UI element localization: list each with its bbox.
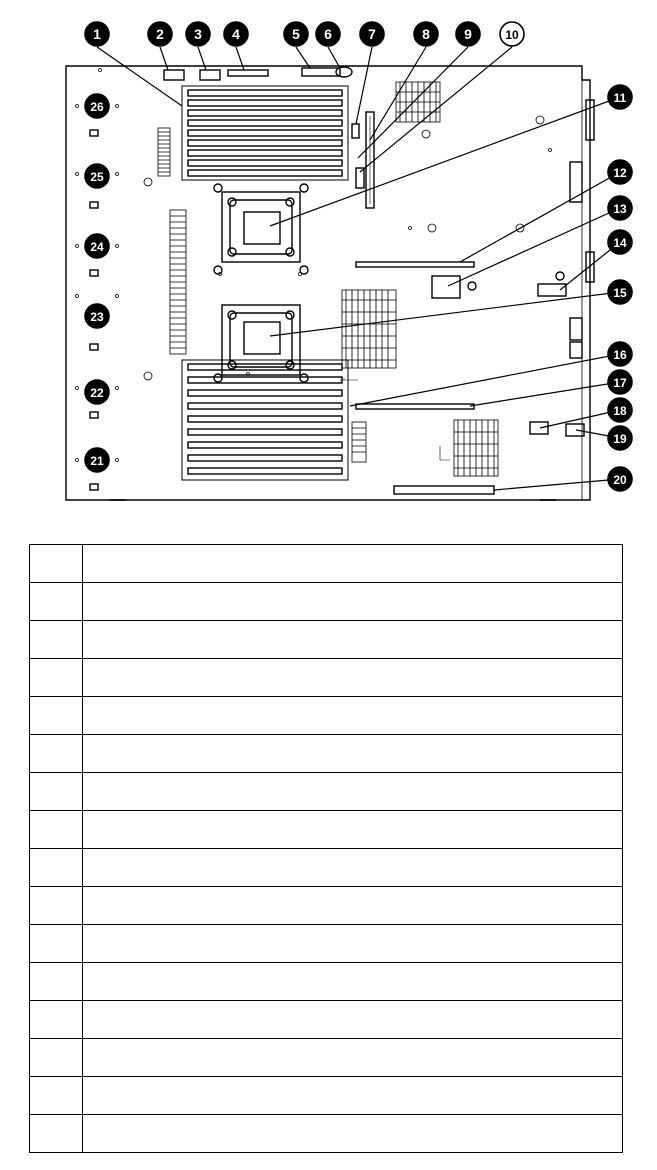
expansion-slot-lower — [356, 404, 474, 409]
item-cell — [30, 659, 83, 697]
callout-2 — [148, 22, 172, 46]
callout-label: 15 — [613, 286, 627, 300]
system-board-diagram — [0, 0, 657, 530]
processor-socket-1 — [214, 184, 308, 274]
callout-label: 8 — [422, 26, 430, 42]
item-cell — [30, 849, 83, 887]
description-cell — [83, 925, 623, 963]
callout-25 — [85, 164, 109, 188]
callout-17 — [608, 370, 632, 394]
description-cell — [83, 963, 623, 1001]
description-cell — [83, 621, 623, 659]
description-cell — [83, 583, 623, 621]
description-cell — [83, 545, 623, 583]
callout-label: 11 — [613, 91, 627, 105]
callout-7 — [360, 22, 384, 46]
callout-label: 19 — [613, 432, 627, 446]
callout-label: 10 — [505, 28, 519, 42]
callout-label: 3 — [194, 26, 202, 42]
callout-16 — [608, 342, 632, 366]
expansion-slot-upper — [356, 262, 474, 267]
callout-label: 5 — [292, 26, 300, 42]
callout-label: 9 — [464, 26, 472, 42]
description-cell — [83, 735, 623, 773]
callout-21 — [85, 448, 109, 472]
table-row — [30, 963, 623, 1001]
callout-12 — [608, 160, 632, 184]
callout-label: 18 — [613, 404, 627, 418]
item-cell — [30, 735, 83, 773]
table-row — [30, 773, 623, 811]
description-cell — [83, 659, 623, 697]
description-cell — [83, 811, 623, 849]
lower-dimm-slots — [182, 360, 348, 480]
item-cell — [30, 1001, 83, 1039]
callout-13 — [608, 196, 632, 220]
item-cell — [30, 925, 83, 963]
table-row — [30, 1001, 623, 1039]
item-cell — [30, 697, 83, 735]
callout-19 — [608, 426, 632, 450]
table-row — [30, 621, 623, 659]
callout-14 — [608, 230, 632, 254]
table-row — [30, 1039, 623, 1077]
callout-label: 22 — [90, 386, 104, 400]
description-cell — [83, 1039, 623, 1077]
description-cell — [83, 887, 623, 925]
callout-1 — [85, 22, 109, 46]
table-row — [30, 811, 623, 849]
top-right-heatsink — [396, 82, 440, 138]
item-cell — [30, 1115, 83, 1153]
table-row — [30, 849, 623, 887]
callout-label: 23 — [90, 310, 104, 324]
bottom-connector — [394, 486, 494, 494]
table-header-row — [30, 545, 623, 583]
callout-label: 6 — [324, 26, 332, 42]
callout-label: 25 — [90, 170, 104, 184]
table-row — [30, 697, 623, 735]
callout-label: 2 — [156, 26, 164, 42]
table-row — [30, 1115, 623, 1153]
bottom-right-heatsink — [454, 420, 498, 476]
table-row — [30, 1077, 623, 1115]
table-row — [30, 735, 623, 773]
callout-20 — [608, 467, 632, 491]
callout-5 — [284, 22, 308, 46]
description-cell — [83, 773, 623, 811]
item-cell — [30, 621, 83, 659]
callout-8 — [414, 22, 438, 46]
center-heatsink — [342, 290, 396, 462]
callout-11 — [608, 85, 632, 109]
component-table — [29, 544, 623, 1153]
callout-3 — [186, 22, 210, 46]
callout-26 — [85, 94, 109, 118]
item-cell — [30, 963, 83, 1001]
callout-23 — [85, 304, 109, 328]
chip — [432, 276, 460, 298]
callout-leaders — [97, 47, 620, 490]
callout-24 — [85, 234, 109, 258]
callout-10 — [500, 22, 524, 46]
item-cell — [30, 811, 83, 849]
table-row — [30, 925, 623, 963]
item-cell — [30, 583, 83, 621]
table-row — [30, 659, 623, 697]
callout-4 — [224, 22, 248, 46]
callout-label: 7 — [368, 26, 376, 42]
callout-label: 21 — [90, 454, 104, 468]
item-cell — [30, 1077, 83, 1115]
callout-label: 24 — [90, 240, 104, 254]
item-cell — [30, 545, 83, 583]
callout-15 — [608, 280, 632, 304]
callout-label: 4 — [232, 26, 240, 42]
callout-label: 14 — [613, 236, 627, 250]
callout-label: 12 — [613, 166, 627, 180]
callout-label: 20 — [613, 473, 627, 487]
table-row — [30, 583, 623, 621]
description-cell — [83, 849, 623, 887]
item-cell — [30, 887, 83, 925]
callout-18 — [608, 398, 632, 422]
callout-9 — [456, 22, 480, 46]
upper-dimm-slots — [182, 86, 348, 180]
callout-label: 17 — [613, 376, 627, 390]
callout-22 — [85, 380, 109, 404]
description-cell — [83, 1077, 623, 1115]
item-cell — [30, 1039, 83, 1077]
callout-markers — [85, 22, 632, 491]
callout-label: 16 — [613, 348, 627, 362]
callout-label: 26 — [90, 100, 104, 114]
battery-holder — [538, 284, 566, 296]
table-row — [30, 887, 623, 925]
callout-label: 1 — [93, 26, 101, 42]
callout-label: 13 — [613, 202, 627, 216]
callout-6 — [316, 22, 340, 46]
description-cell — [83, 1001, 623, 1039]
description-cell — [83, 697, 623, 735]
description-cell — [83, 1115, 623, 1153]
riser-connector — [366, 112, 374, 208]
item-cell — [30, 773, 83, 811]
